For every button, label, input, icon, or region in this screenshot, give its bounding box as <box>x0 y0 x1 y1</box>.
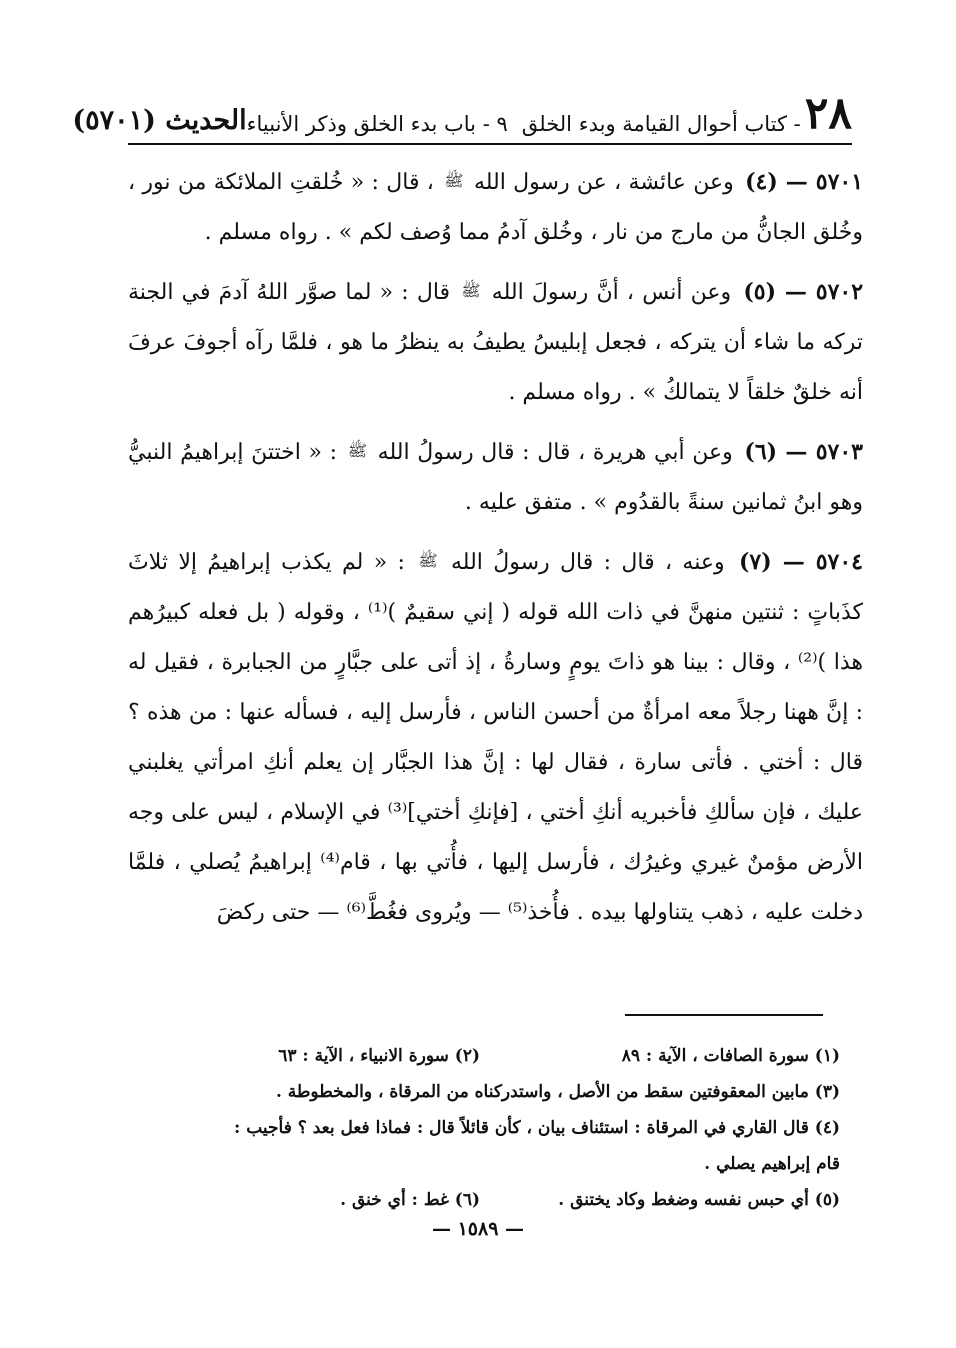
hadith-5704 <box>128 536 863 938</box>
hadith-5703 <box>128 426 863 528</box>
hadith-number: ٥٧٠٤ — (٧) <box>739 549 863 575</box>
footnote-row <box>120 1038 840 1074</box>
book-title: - كتاب أحوال القيامة وبدء الخلق <box>521 112 801 136</box>
hadith-text-pre: وعن أبي هريرة ، قال : قال رسولُ الله <box>377 440 733 465</box>
book-number: ٢٨ <box>804 88 852 139</box>
footnote-5: (٥) أي حبس نفسه وضغط وكاد يختنق . <box>558 1190 840 1210</box>
chapter-title: ٩ - باب بدء الخلق وذكر الأنبياء <box>246 112 508 136</box>
header-rule <box>128 143 852 145</box>
hadith-5702 <box>128 266 863 418</box>
hadith-number: ٥٧٠١ — (٤) <box>745 169 864 195</box>
hadith-number: ٥٧٠٢ — (٥) <box>743 279 864 305</box>
hadith-text-pre: وعنه ، قال : قال رسولُ الله <box>451 550 725 575</box>
footnote-1: (١) سورة الصافات ، الآية : ٨٩ <box>621 1046 840 1066</box>
hadith-text: قال : « لما صوَّر اللهُ آدمَ في الجنة تركه ما شاء أن يتركه ، فجعل إبليسُ يطيفُ به ينظرُ ما هو ، فلمَّا رآه أجوفَ عرفَ أنه خلقٌ خلقاً لا يتمالكُ » . رواه مسلم . <box>128 280 863 405</box>
footnote-6: (٦) غط : أي خنق . <box>340 1190 480 1210</box>
hadith-text-pre: وعن أنس ، أنَّ رسولَ الله <box>491 280 732 305</box>
footnote-4-continued: قام إبراهيم يصلي . <box>704 1154 840 1174</box>
footnote-row <box>120 1182 840 1218</box>
footnote-2: (٢) سورة الانبياء ، الآية : ٦٣ <box>278 1046 480 1066</box>
footnote-4: (٤) قال القاري في المرقاة : استئناف بيان ، كأن قائلاً قال : فماذا فعل بعد ؟ فأجيب : <box>234 1118 840 1138</box>
main-text <box>128 156 863 946</box>
footnote-rule <box>625 1014 823 1016</box>
hadith-range: الحديث (٥٧٠١) <box>72 105 247 136</box>
hadith-text: ، قال : « خُلقتِ الملائكة من نور ، وخُلق الجانُّ من مارج من نار ، وخُلق آدمُ مما وُصف لكم » . رواه مسلم . <box>128 170 863 245</box>
footnotes <box>120 1038 840 1218</box>
page-number: — ١٥٨٩ — <box>431 1218 525 1240</box>
hadith-text-pre: وعن عائشة ، عن رسول الله <box>473 170 734 195</box>
pbuh-glyph: ﷺ <box>418 551 438 570</box>
running-header <box>72 78 852 139</box>
hadith-number: ٥٧٠٣ — (٦) <box>744 439 863 465</box>
pbuh-glyph: ﷺ <box>461 281 481 300</box>
header-right-group <box>246 88 852 139</box>
pbuh-glyph: ﷺ <box>444 171 464 190</box>
footnote-3: (٣) مابين المعقوفتين سقط من الأصل ، واستدركناه من المرقاة ، والمخطوطة . <box>275 1082 840 1102</box>
hadith-5701 <box>128 156 863 258</box>
hadith-text: : « اختتنَ إبراهيمُ النبيُّ وهو ابنُ ثمانين سنةً بالقدُوم » . متفق عليه . <box>128 440 863 515</box>
hadith-text: : « لم يكذب إبراهيمُ إلا ثلاثَ كذَباتٍ : ثنتين منهنَّ في ذات الله قوله ( إني سقيمٌ )⁽¹⁾ ، وقوله ( بل فعله كبيرُهم هذا )⁽²⁾ ، وقال : بينا هو ذاتَ يومٍ وسارةُ ، إذ أتى على جبَّارٍ من الجبابرة ، فقيل له : إنَّ ههنا رجلاً معه امرأةٌ من أحسن الناس ، فأرسل إليه ، فسأله عنها : من هذه ؟ قال : أختي . فأتى سارة ، فقال لها : إنَّ هذا الجبَّار إن يعلم أنكِ امرأتي يغلبني عليك ، فإن سألكِ فأخبريه أنكِ أختي ، [فإنكِ أختي]⁽³⁾ في الإسلام ، ليس على وجه الأرض مؤمنٌ غيري وغيرُك ، فأرسل إليها ، فأُتي بها ، قام⁽⁴⁾ إبراهيمُ يُصلي ، فلمَّا دخلت عليه ، ذهب يتناولها بيده . فأُخذ⁽⁵⁾ — ويُروى فغُطَّ⁽⁶⁾ — حتى ركضَ <box>128 550 863 925</box>
pbuh-glyph: ﷺ <box>347 441 368 460</box>
